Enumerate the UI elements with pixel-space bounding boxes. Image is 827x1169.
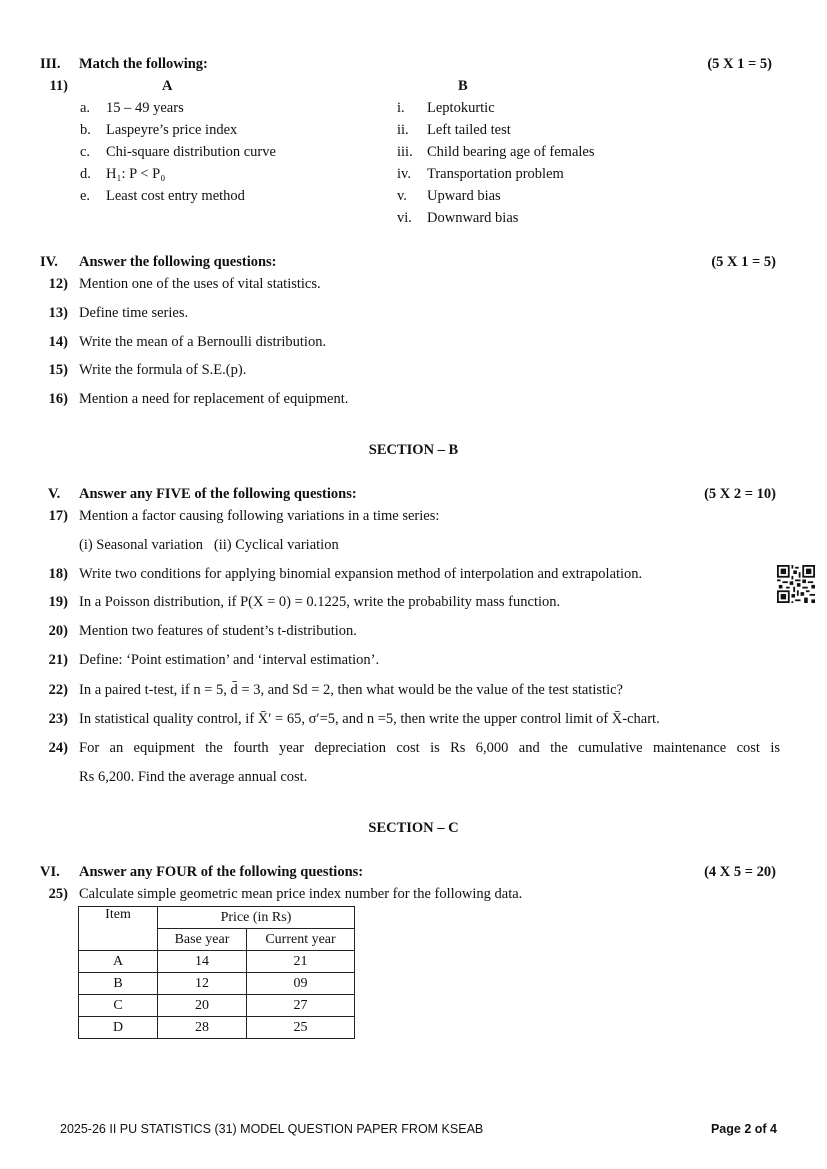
footer-page-number xyxy=(711,1122,777,1136)
table-header-current-year: Current year xyxy=(247,929,355,951)
question-21-text: Define: ‘Point estimation’ and ‘interval estimation’. xyxy=(79,652,380,668)
table-row xyxy=(79,973,355,995)
section-3-heading: Match the following: xyxy=(79,56,208,72)
question-20-text: Mention two features of student’s t-distribution. xyxy=(79,623,357,639)
table-cell-current: 27 xyxy=(247,995,355,1017)
table-cell-item: C xyxy=(79,995,158,1017)
match-vi-text: Downward bias xyxy=(427,210,519,226)
match-i-key: i. xyxy=(397,100,405,116)
column-b-header: B xyxy=(458,78,468,94)
match-a-text: 15 – 49 years xyxy=(106,100,184,116)
match-i-text: Leptokurtic xyxy=(427,100,495,116)
table-cell-current: 21 xyxy=(247,951,355,973)
section-5-marks: (5 X 2 = 10) xyxy=(704,486,776,502)
table-cell-base: 28 xyxy=(158,1017,247,1039)
table-cell-item: A xyxy=(79,951,158,973)
section-5-heading: Answer any FIVE of the following questions: xyxy=(79,486,357,502)
section-6-marks: (4 X 5 = 20) xyxy=(704,864,776,880)
question-19-number: 19) xyxy=(48,594,68,610)
footer-page-of: of xyxy=(754,1122,767,1136)
match-d-text: H₁: P < P₀ xyxy=(106,166,166,182)
section-6-roman: VI. xyxy=(40,864,60,880)
question-24-text-continued: Rs 6,200. Find the average annual cost. xyxy=(79,769,308,785)
question-20-number: 20) xyxy=(48,623,68,639)
match-iv-text: Transportation problem xyxy=(427,166,564,182)
section-4-roman: IV. xyxy=(40,254,58,270)
question-14-text: Write the mean of a Bernoulli distribution. xyxy=(79,334,327,350)
match-e-key: e. xyxy=(80,188,91,204)
table-cell-current: 25 xyxy=(247,1017,355,1039)
question-16-text: Mention a need for replacement of equipment. xyxy=(79,391,349,407)
match-c-text: Chi-square distribution curve xyxy=(106,144,276,160)
table-cell-base: 12 xyxy=(158,973,247,995)
price-table xyxy=(78,906,355,1039)
section-3-marks: (5 X 1 = 5) xyxy=(707,56,772,72)
question-23-number: 23) xyxy=(48,711,68,727)
table-header-price: Price (in Rs) xyxy=(158,907,355,929)
question-15-number: 15) xyxy=(48,362,68,378)
question-24-text: For an equipment the fourth year depreciation cost is Rs 6,000 and the cumulative maintenance cost is xyxy=(79,740,780,756)
question-12-number: 12) xyxy=(48,276,68,292)
question-18-number: 18) xyxy=(48,566,68,582)
footer-page-label: Page xyxy=(710,1122,741,1136)
footer-title: 2025-26 II PU STATISTICS (31) MODEL QUESTION PAPER FROM KSEAB xyxy=(60,1122,484,1136)
match-c-key: c. xyxy=(80,144,91,160)
table-cell-item: D xyxy=(79,1017,158,1039)
table-row xyxy=(79,951,355,973)
question-24-number: 24) xyxy=(48,740,68,756)
match-d-key: d. xyxy=(80,166,91,182)
match-v-text: Upward bias xyxy=(427,188,501,204)
question-16-number: 16) xyxy=(48,391,68,407)
match-b-text: Laspeyre’s price index xyxy=(106,122,238,138)
question-11-number: 11) xyxy=(49,78,68,94)
table-cell-item: B xyxy=(79,973,158,995)
question-22-number: 22) xyxy=(48,682,68,698)
question-17-text: Mention a factor causing following variations in a time series: xyxy=(79,508,440,524)
question-25-number: 25) xyxy=(48,886,68,902)
section-c-title: SECTION – C xyxy=(368,820,459,836)
question-15-text: Write the formula of S.E.(p). xyxy=(79,362,247,378)
table-header-base-year: Base year xyxy=(158,929,247,951)
match-b-key: b. xyxy=(80,122,91,138)
question-13-text: Define time series. xyxy=(79,305,189,321)
section-4-marks: (5 X 1 = 5) xyxy=(711,254,776,270)
question-13-number: 13) xyxy=(48,305,68,321)
section-3-roman: III. xyxy=(40,56,61,72)
table-row xyxy=(79,995,355,1017)
question-18-text: Write two conditions for applying binomial expansion method of interpolation and extrapolation. xyxy=(79,566,643,582)
section-6-heading: Answer any FOUR of the following questions: xyxy=(79,864,364,880)
match-ii-key: ii. xyxy=(397,122,409,138)
qr-code-icon xyxy=(777,565,815,603)
match-v-key: v. xyxy=(397,188,407,204)
question-17-number: 17) xyxy=(48,508,68,524)
question-25-text: Calculate simple geometric mean price index number for the following data. xyxy=(79,886,523,902)
question-22-text: In a paired t-test, if n = 5, d̄ = 3, and Sd = 2, then what would be the value of the test statistic? xyxy=(79,682,623,698)
table-cell-base: 14 xyxy=(158,951,247,973)
footer-page-current: 2 xyxy=(744,1122,752,1136)
footer-page-total: 4 xyxy=(770,1122,777,1136)
section-4-heading: Answer the following questions: xyxy=(79,254,277,270)
question-19-text: In a Poisson distribution, if P(X = 0) = 0.1225, write the probability mass function. xyxy=(79,594,561,610)
question-12-text: Mention one of the uses of vital statistics. xyxy=(79,276,321,292)
match-ii-text: Left tailed test xyxy=(427,122,511,138)
section-5-roman: V. xyxy=(48,486,61,502)
section-b-title: SECTION – B xyxy=(368,442,459,458)
table-header-item: Item xyxy=(79,907,158,951)
column-a-header: A xyxy=(162,78,173,94)
question-14-number: 14) xyxy=(48,334,68,350)
match-iii-text: Child bearing age of females xyxy=(427,144,595,160)
match-e-text: Least cost entry method xyxy=(106,188,245,204)
question-17-subparts: (i) Seasonal variation (ii) Cyclical variation xyxy=(79,537,339,553)
match-iii-key: iii. xyxy=(397,144,413,160)
question-23-text: In statistical quality control, if X̄′ = 65, σ′=5, and n =5, then write the upper control limit of X̄-chart. xyxy=(79,711,660,727)
table-row xyxy=(79,1017,355,1039)
table-cell-base: 20 xyxy=(158,995,247,1017)
match-iv-key: iv. xyxy=(397,166,411,182)
question-21-number: 21) xyxy=(48,652,68,668)
match-a-key: a. xyxy=(80,100,91,116)
match-vi-key: vi. xyxy=(397,210,412,226)
table-cell-current: 09 xyxy=(247,973,355,995)
